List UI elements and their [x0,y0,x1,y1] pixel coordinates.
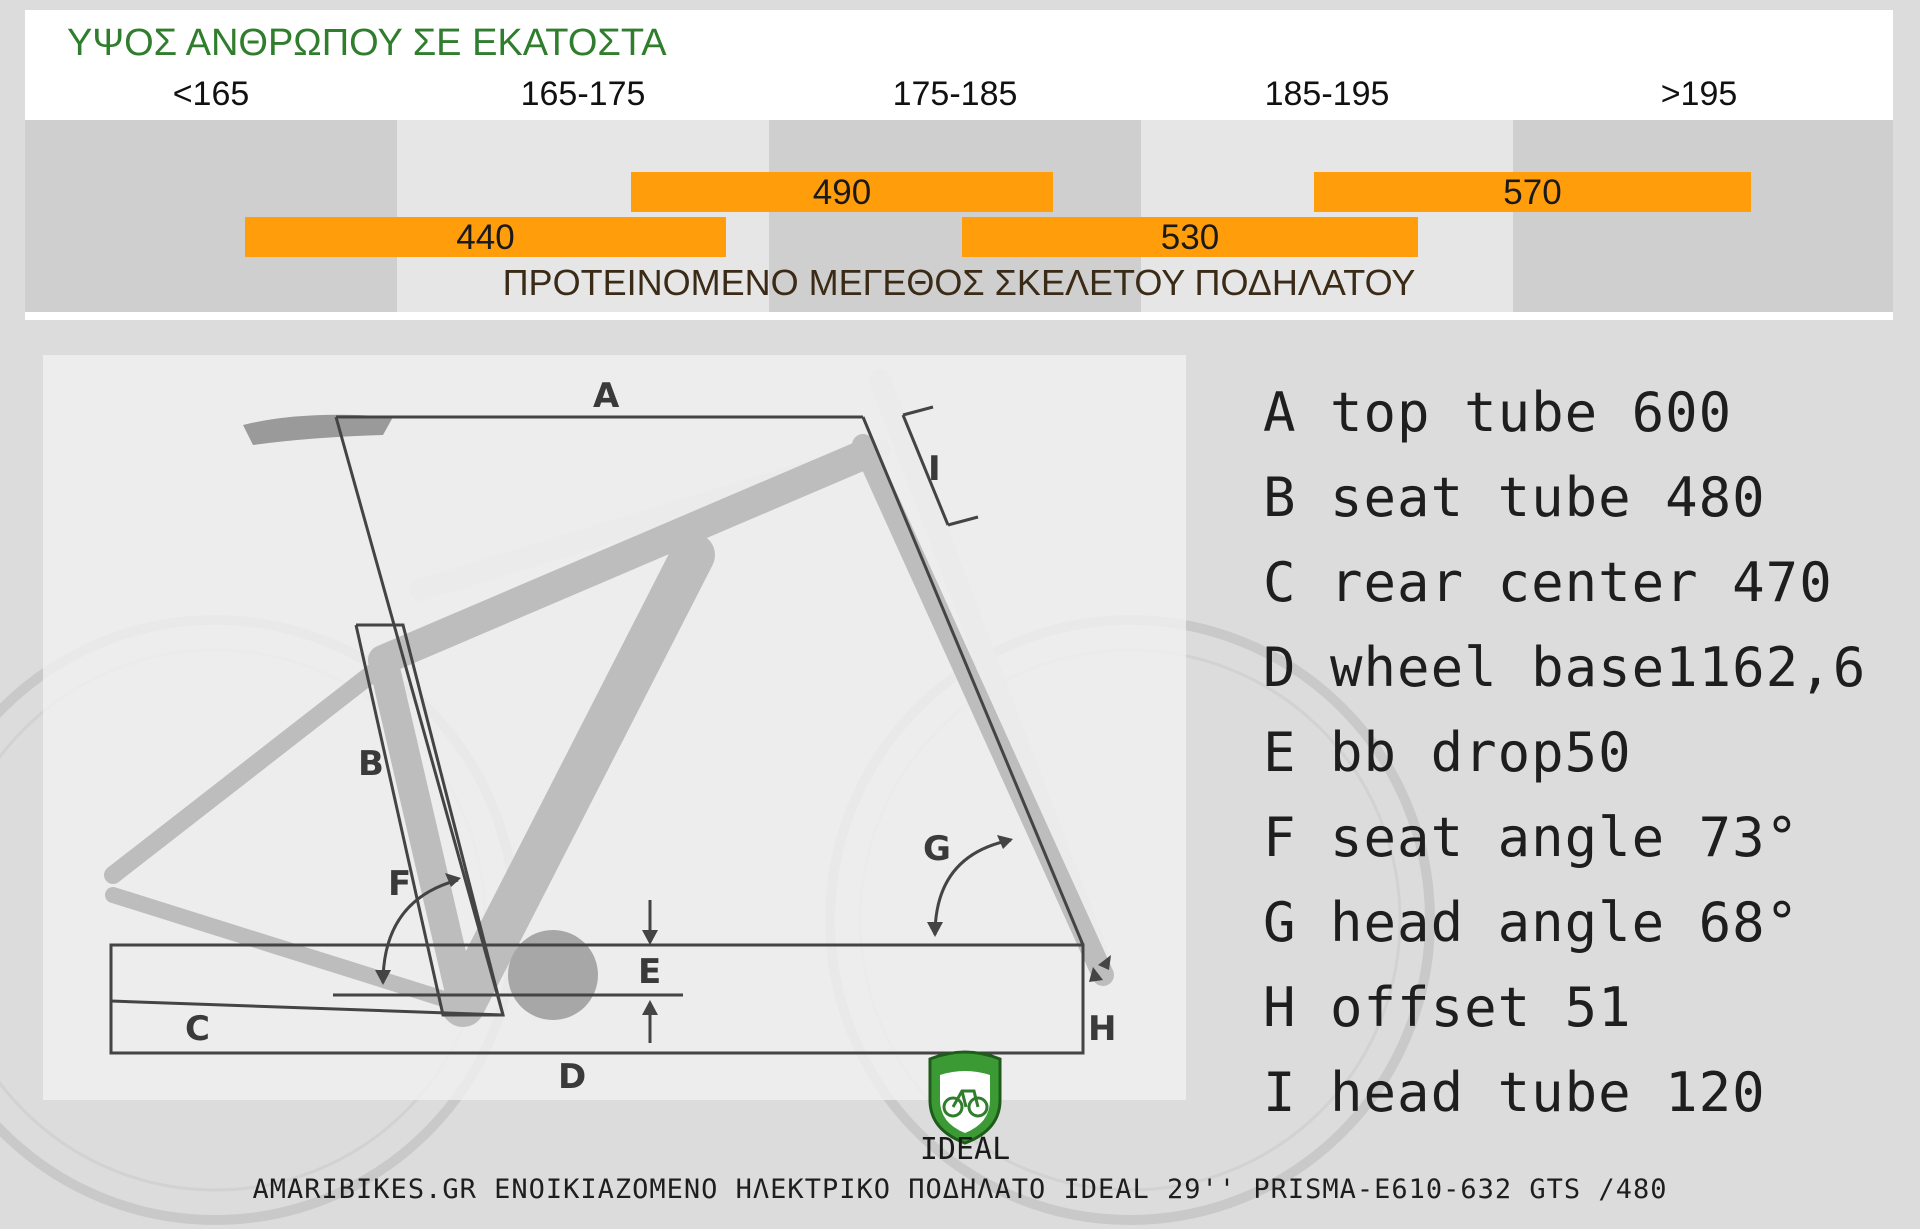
spec-row-h: H offset 51 [1263,976,1632,1039]
frame-size-bar-570: 570 [1314,172,1751,212]
height-range-label: >195 [1660,75,1738,113]
spec-row-b: B seat tube 480 [1263,466,1766,529]
spec-row-d: D wheel base1162,6 [1263,636,1867,699]
geometry-letter-b: B [358,744,384,784]
geometry-letter-a: A [593,376,620,416]
spec-row-f: F seat angle 73° [1263,806,1800,869]
height-range-label: <165 [172,75,250,113]
geometry-diagram [43,355,1186,1100]
frame-size-bar-530: 530 [962,217,1418,257]
spec-row-g: G head angle 68° [1263,891,1800,954]
geometry-letter-i: I [928,449,941,489]
size-chart [25,10,1893,320]
diagonal-line [336,417,503,1015]
geometry-spec-list [1263,370,1903,1135]
geometry-letter-f: F [388,864,412,904]
spec-row-c: C rear center 470 [1263,551,1833,614]
geometry-letter-g: G [923,829,951,869]
size-chart-title: ΥΨΟΣ ΑΝΘΡΩΠΟΥ ΣΕ ΕΚΑΤΟΣΤΑ [67,22,667,64]
spec-row-i: I head tube 120 [1263,1061,1766,1124]
height-range-label: 165-175 [520,75,646,113]
height-range-label: 185-195 [1264,75,1390,113]
geometry-letter-c: C [185,1009,210,1049]
frame-size-caption: ΠΡΟΤΕΙΝΟΜΕΝΟ ΜΕΓΕΘΟΣ ΣΚΕΛΕΤΟΥ ΠΟΔΗΛΑΤΟΥ [502,262,1416,303]
bike-seat [243,415,393,445]
frame-size-bar-440: 440 [245,217,726,257]
footer-caption: AMARIBIKES.GR ΕΝΟΙΚΙΑΖΟΜΕΝΟ ΗΛΕΚΤΡΙΚΟ ΠΟΔΗΛΑΤΟ IDEAL 29'' PRISMA-E610-632 GTS /480 [252,1174,1668,1205]
bike-frame-silhouette [113,445,1103,1020]
wheelbase-rect-d [111,945,1083,1053]
spec-row-a: A top tube 600 [1263,381,1733,444]
spec-row-e: E bb drop50 [1263,721,1632,784]
geometry-letter-h: H [1088,1009,1117,1049]
head-tube-axis-line [863,417,1083,945]
geometry-letter-d: D [558,1057,587,1097]
frame-size-bar-490: 490 [631,172,1053,212]
head-tube-i-measure [903,415,948,525]
height-range-label: 175-185 [892,75,1018,113]
logo-brand-name: IDEAL [919,1132,1011,1167]
bicycle-shield-icon [920,1045,1010,1145]
geometry-letter-e: E [638,952,662,992]
